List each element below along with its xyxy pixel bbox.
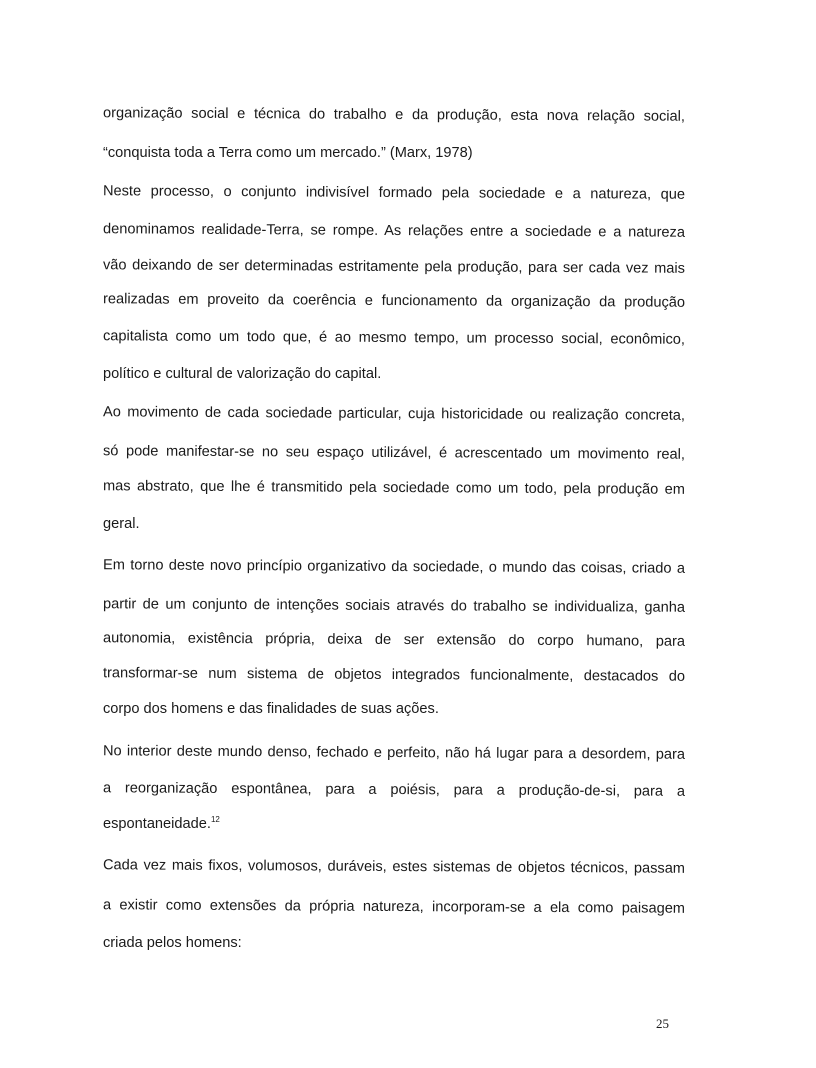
- paragraph-4-line-5: corpo dos homens e das finalidades de suas ações.: [103, 701, 439, 717]
- paragraph-5-line-3: [103, 815, 685, 833]
- paragraph-5-line-1: No interior deste mundo denso, fechado e perfeito, não há lugar para a desordem, para: [102, 743, 686, 763]
- paragraph-6-line-1: Cada vez mais fixos, volumosos, duráveis, estes sistemas de objetos técnicos, passam: [102, 857, 686, 877]
- paragraph-2-line-1: Neste processo, o conjunto indivisível formado pela sociedade e a natureza, que: [102, 183, 686, 203]
- paragraph-2-line-2: denominamos realidade-Terra, se rompe. As relações entre a sociedade e a natureza: [102, 221, 686, 241]
- paragraph-5-line-3-text: espontaneidade.: [103, 816, 211, 832]
- paragraph-6-line-3: criada pelos homens:: [103, 935, 242, 951]
- paragraph-2-line-5: capitalista como um todo que, é ao mesmo tempo, um processo social, econômico,: [102, 328, 686, 348]
- paragraph-2-line-6: político e cultural de valorização do capital.: [103, 366, 382, 382]
- page-number: 25: [656, 1016, 669, 1031]
- paragraph-3-line-1: Ao movimento de cada sociedade particular, cuja historicidade ou realização concreta,: [102, 404, 686, 424]
- paragraph-1-line-1: organização social e técnica do trabalho e da produção, esta nova relação social,: [102, 105, 686, 125]
- paragraph-5-line-2: a reorganização espontânea, para a poiésis, para a produção-de-si, para a: [102, 780, 686, 800]
- paragraph-4-line-3: autonomia, existência própria, deixa de ser extensão do corpo humano, para: [102, 630, 686, 650]
- paragraph-3-line-3: mas abstrato, que lhe é transmitido pela sociedade como um todo, pela produção em: [102, 478, 686, 498]
- paragraph-3-line-2: só pode manifestar-se no seu espaço utilizável, é acrescentado um movimento real,: [102, 443, 686, 463]
- paragraph-3-line-4: geral.: [103, 516, 140, 532]
- paragraph-6-line-2: a existir como extensões da própria natureza, incorporam-se a ela como paisagem: [102, 897, 686, 917]
- paragraph-2-line-3: vão deixando de ser determinadas estritamente pela produção, para ser cada vez mais: [102, 257, 686, 277]
- paragraph-4-line-4: transformar-se num sistema de objetos integrados funcionalmente, destacados do: [102, 665, 686, 685]
- paragraph-4-line-1: Em torno deste novo princípio organizativo da sociedade, o mundo das coisas, criado a: [102, 557, 686, 577]
- paragraph-4-line-2: partir de um conjunto de intenções sociais através do trabalho se individualiza, ganha: [102, 596, 686, 616]
- footnote-reference[interactable]: 12: [210, 815, 220, 825]
- paragraph-1-line-2: “conquista toda a Terra como um mercado.” (Marx, 1978): [103, 145, 473, 161]
- paragraph-2-line-4: realizadas em proveito da coerência e funcionamento da organização da produção: [102, 291, 686, 311]
